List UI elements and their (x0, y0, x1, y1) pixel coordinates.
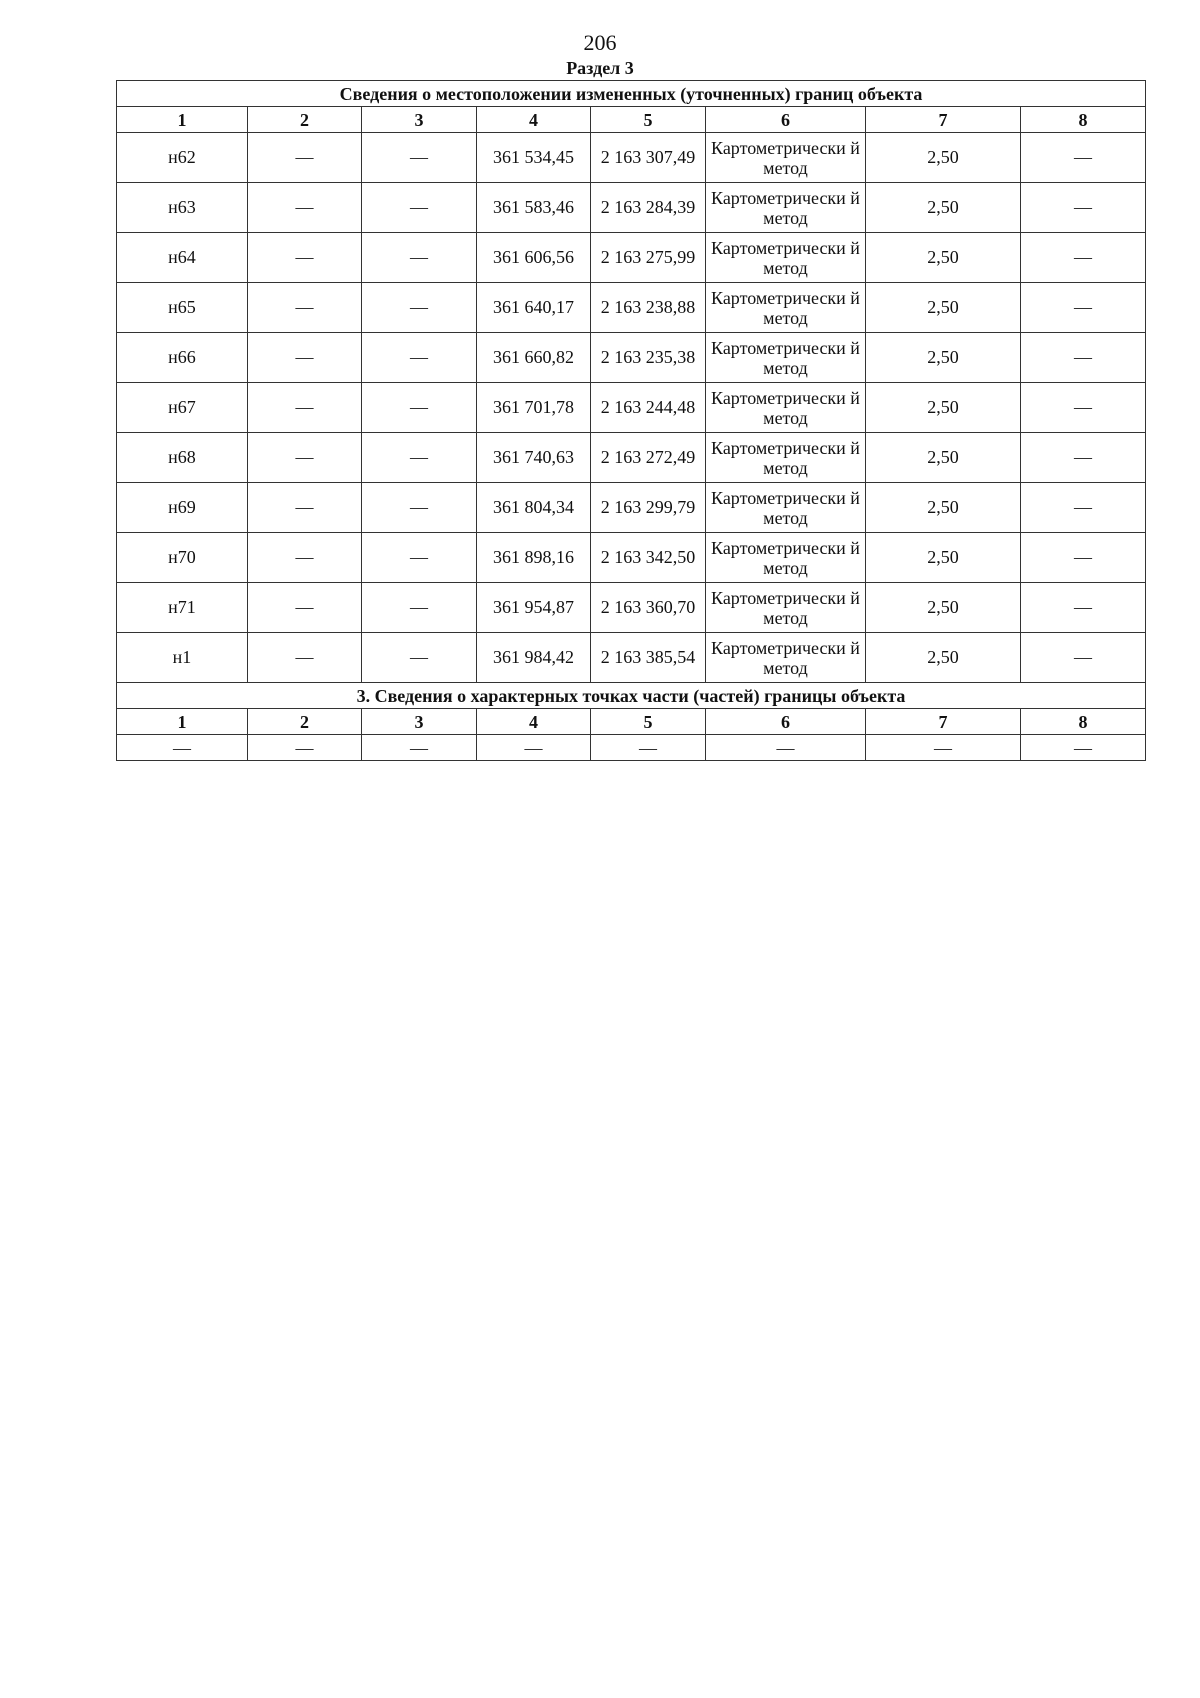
cell-col-3: — (362, 133, 477, 183)
cell-col-8: — (1021, 233, 1146, 283)
table-row (117, 133, 1146, 183)
cell-col-8: — (1021, 483, 1146, 533)
table2-row (117, 735, 1146, 761)
cell-point-name: н70 (117, 533, 248, 583)
table2-cell: — (591, 735, 706, 761)
cell-col-2: — (248, 533, 362, 583)
table2-caption: 3. Сведения о характерных точках части (частей) границы объекта (117, 683, 1146, 709)
cell-y-coordinate: 2 163 244,48 (591, 383, 706, 433)
cell-method: Картометрически й метод (706, 583, 866, 633)
cell-col-2: — (248, 233, 362, 283)
cell-method: Картометрически й метод (706, 283, 866, 333)
cell-col-8: — (1021, 183, 1146, 233)
cell-y-coordinate: 2 163 284,39 (591, 183, 706, 233)
cell-accuracy: 2,50 (866, 633, 1021, 683)
cell-x-coordinate: 361 534,45 (477, 133, 591, 183)
cell-accuracy: 2,50 (866, 433, 1021, 483)
cell-method: Картометрически й метод (706, 133, 866, 183)
table1-header-cell: 6 (706, 107, 866, 133)
table2-cell: — (362, 735, 477, 761)
table-row (117, 433, 1146, 483)
cell-col-8: — (1021, 433, 1146, 483)
cell-col-2: — (248, 433, 362, 483)
table-row (117, 533, 1146, 583)
table1-header-cell: 2 (248, 107, 362, 133)
table-row (117, 283, 1146, 333)
cell-y-coordinate: 2 163 235,38 (591, 333, 706, 383)
cell-y-coordinate: 2 163 385,54 (591, 633, 706, 683)
cell-method: Картометрически й метод (706, 333, 866, 383)
cell-point-name: н63 (117, 183, 248, 233)
cell-y-coordinate: 2 163 342,50 (591, 533, 706, 583)
table1-header-cell: 8 (1021, 107, 1146, 133)
section-title: Раздел 3 (566, 58, 634, 78)
table1-caption: Сведения о местоположении измененных (уточненных) границ объекта (117, 81, 1146, 107)
cell-x-coordinate: 361 984,42 (477, 633, 591, 683)
cell-x-coordinate: 361 606,56 (477, 233, 591, 283)
cell-col-2: — (248, 633, 362, 683)
table-row (117, 333, 1146, 383)
table2-cell: — (866, 735, 1021, 761)
table-row (117, 633, 1146, 683)
cell-col-2: — (248, 333, 362, 383)
table1-header-cell: 4 (477, 107, 591, 133)
cell-col-3: — (362, 483, 477, 533)
cell-method: Картометрически й метод (706, 183, 866, 233)
cell-accuracy: 2,50 (866, 583, 1021, 633)
cell-col-3: — (362, 533, 477, 583)
coordinates-table (116, 80, 1146, 761)
table2-cell: — (706, 735, 866, 761)
cell-y-coordinate: 2 163 238,88 (591, 283, 706, 333)
table2-cell: — (1021, 735, 1146, 761)
table1-header-row (117, 107, 1146, 133)
cell-point-name: н1 (117, 633, 248, 683)
cell-x-coordinate: 361 660,82 (477, 333, 591, 383)
page-number: 206 (583, 30, 617, 55)
cell-col-8: — (1021, 133, 1146, 183)
cell-col-2: — (248, 183, 362, 233)
table-row (117, 383, 1146, 433)
cell-x-coordinate: 361 640,17 (477, 283, 591, 333)
cell-point-name: н64 (117, 233, 248, 283)
cell-col-3: — (362, 233, 477, 283)
cell-accuracy: 2,50 (866, 183, 1021, 233)
cell-y-coordinate: 2 163 360,70 (591, 583, 706, 633)
table1-header-cell: 3 (362, 107, 477, 133)
cell-x-coordinate: 361 701,78 (477, 383, 591, 433)
cell-method: Картометрически й метод (706, 633, 866, 683)
table2-header-cell: 3 (362, 709, 477, 735)
cell-method: Картометрически й метод (706, 383, 866, 433)
cell-x-coordinate: 361 898,16 (477, 533, 591, 583)
cell-col-8: — (1021, 283, 1146, 333)
cell-col-2: — (248, 383, 362, 433)
cell-point-name: н68 (117, 433, 248, 483)
table1-header-cell: 7 (866, 107, 1021, 133)
table2-cell: — (477, 735, 591, 761)
table2-cell: — (248, 735, 362, 761)
cell-point-name: н71 (117, 583, 248, 633)
cell-col-3: — (362, 583, 477, 633)
table-row (117, 483, 1146, 533)
cell-x-coordinate: 361 804,34 (477, 483, 591, 533)
table1-header-cell: 1 (117, 107, 248, 133)
cell-col-8: — (1021, 533, 1146, 583)
cell-col-3: — (362, 383, 477, 433)
cell-col-2: — (248, 583, 362, 633)
table-body (117, 81, 1146, 761)
cell-point-name: н62 (117, 133, 248, 183)
cell-y-coordinate: 2 163 307,49 (591, 133, 706, 183)
cell-col-8: — (1021, 383, 1146, 433)
table2-header-cell: 6 (706, 709, 866, 735)
table-row (117, 583, 1146, 633)
cell-accuracy: 2,50 (866, 483, 1021, 533)
table2-header-row (117, 709, 1146, 735)
cell-col-3: — (362, 333, 477, 383)
table2-header-cell: 7 (866, 709, 1021, 735)
cell-col-2: — (248, 283, 362, 333)
table2-caption-row (117, 683, 1146, 709)
cell-accuracy: 2,50 (866, 133, 1021, 183)
cell-x-coordinate: 361 740,63 (477, 433, 591, 483)
cell-x-coordinate: 361 954,87 (477, 583, 591, 633)
cell-accuracy: 2,50 (866, 333, 1021, 383)
table2-header-cell: 8 (1021, 709, 1146, 735)
cell-y-coordinate: 2 163 272,49 (591, 433, 706, 483)
table2-header-cell: 1 (117, 709, 248, 735)
cell-point-name: н66 (117, 333, 248, 383)
cell-point-name: н65 (117, 283, 248, 333)
cell-col-8: — (1021, 633, 1146, 683)
cell-col-3: — (362, 183, 477, 233)
cell-col-8: — (1021, 333, 1146, 383)
cell-method: Картометрически й метод (706, 533, 866, 583)
cell-col-3: — (362, 433, 477, 483)
cell-method: Картометрически й метод (706, 433, 866, 483)
table2-cell: — (117, 735, 248, 761)
cell-accuracy: 2,50 (866, 383, 1021, 433)
cell-accuracy: 2,50 (866, 283, 1021, 333)
cell-col-8: — (1021, 583, 1146, 633)
table-row (117, 233, 1146, 283)
table2-header-cell: 2 (248, 709, 362, 735)
table-row (117, 183, 1146, 233)
cell-col-3: — (362, 633, 477, 683)
cell-point-name: н67 (117, 383, 248, 433)
cell-accuracy: 2,50 (866, 233, 1021, 283)
table1-header-cell: 5 (591, 107, 706, 133)
table2-header-cell: 5 (591, 709, 706, 735)
cell-y-coordinate: 2 163 299,79 (591, 483, 706, 533)
cell-col-3: — (362, 283, 477, 333)
table2-header-cell: 4 (477, 709, 591, 735)
cell-col-2: — (248, 483, 362, 533)
cell-method: Картометрически й метод (706, 233, 866, 283)
cell-y-coordinate: 2 163 275,99 (591, 233, 706, 283)
cell-x-coordinate: 361 583,46 (477, 183, 591, 233)
cell-point-name: н69 (117, 483, 248, 533)
table1-caption-row (117, 81, 1146, 107)
cell-accuracy: 2,50 (866, 533, 1021, 583)
cell-method: Картометрически й метод (706, 483, 866, 533)
cell-col-2: — (248, 133, 362, 183)
